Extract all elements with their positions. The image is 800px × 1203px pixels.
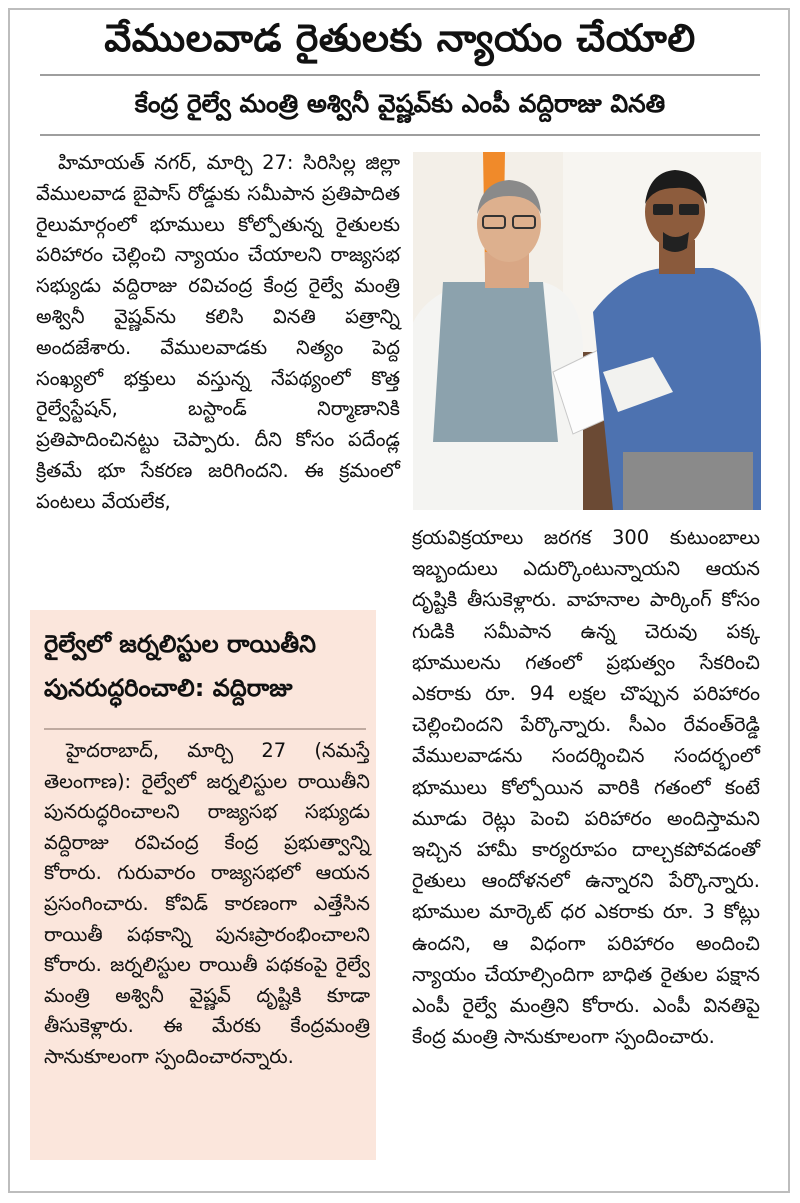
article-left-text: హిమాయత్ నగర్, మార్చి 27: సిరిసిల్ల జిల్లా వేములవాడ బైపాస్ రోడ్డుకు సమీపాన ప్రతిపాదిత రైలుమార్గంలో భూములు కోల్పోతున్న రైతులకు పరిహారం చెల్లించి న్యాయం చేయాలని రాజ్యసభ సభ్యుడు వద్దిరాజు రవిచంద్ర కేంద్ర రైల్వే మంత్రి అశ్వినీ వైష్ణవ్‌ను కలిసి వినతి పత్రాన్ని అందజేశారు. వేములవాడకు నిత్యం పెద్ద సంఖ్యలో భక్తులు వస్తున్న నేపథ్యంలో కొత్త రైల్వేస్టేషన్, బస్టాండ్ నిర్మాణానికి ప్రతిపాదించినట్టు చెప్పారు. దీని కోసం పదేండ్ల క్రితమే భూ సేకరణ జరిగిందని. ఈ క్రమంలో పంటలు వేయలేక,: [36, 151, 400, 513]
subheadline: కేంద్ర రైల్వే మంత్రి అశ్వినీ వైష్ణవ్‌కు ఎంపీ వద్దిరాజు వినతి: [134, 89, 666, 118]
sidebar-title: [44, 622, 370, 710]
sidebar-box: [30, 610, 376, 1160]
sidebar-body-text: హైదరాబాద్, మార్చి 27 (నమస్తే తెలంగాణ): రైల్వేలో జర్నలిస్టుల రాయితీని పునరుద్ధరించాలని రాజ్యసభ సభ్యుడు వద్దిరాజు రవిచంద్ర కేంద్ర ప్రభుత్వాన్ని కోరారు. గురువారం రాజ్యసభలో ఆయన ప్రసంగించారు. కోవిడ్ కారణంగా ఎత్తేసిన రాయితీ పథకాన్ని పునఃప్రారంభించాలని కోరారు. జర్నలిస్టుల రాయితీ పథకంపై రైల్వే మంత్రి అశ్వినీ వైష్ణవ్ దృష్టికి కూడా తీసుకెళ్లారు. ఈ మేరకు కేంద్రమంత్రి సానుకూలంగా స్పందించారన్నారు.: [44, 739, 370, 1068]
sidebar-title-line-2: పునరుద్ధరించాలి: వద్దిరాజు: [44, 674, 293, 702]
headline-rule: [40, 74, 760, 76]
headline: వేములవాడ రైతులకు న్యాయం చేయాలి: [104, 16, 696, 60]
article-right-text: క్రయవిక్రయాలు జరగక 300 కుటుంబాలు ఇబ్బందులు ఎదుర్కొంటున్నాయని ఆయన దృష్టికి తీసుకెళ్లారు. వాహనాల పార్కింగ్ కోసం గుడికి సమీపాన ఉన్న చెరువు పక్క భూములను గతంలో ప్రభుత్వం సేకరించి ఎకరాకు రూ. 94 లక్షల చొప్పున పరిహారం చెల్లించిందని పేర్కొన్నారు. సీఎం రేవంత్‌రెడ్డి వేములవాడను సందర్శించిన సందర్భంలో భూములు కోల్పోయిన వారికి గతంలో కంటే మూడు రెట్లు పెంచి పరిహారం అందిస్తామని ఇచ్చిన హామీ కార్యరూపం దాల్చకపోవడంతో రైతులు ఆందోళనలో ఉన్నారని పేర్కొన్నారు. భూముల మార్కెట్ ధర ఎకరాకు రూ. 3 కోట్లు ఉందని, ఆ విధంగా పరిహారం అందించి న్యాయం చేయాల్సిందిగా బాధిత రైతుల పక్షాన ఎంపీ రైల్వే మంత్రిని కోరారు. ఎంపీ వినతిపై కేంద్ర మంత్రి సానుకూలంగా స్పందించారు.: [412, 526, 760, 1049]
sidebar-body: [44, 736, 370, 1073]
article-right-column: [412, 522, 760, 1052]
article-left-column: [36, 148, 400, 518]
sidebar-title-line-1: రైల్వేలో జర్నలిస్టుల రాయితీని: [44, 630, 316, 658]
photo-illustration: [413, 152, 761, 510]
sidebar-rule: [44, 728, 366, 730]
subheadline-rule: [40, 134, 760, 136]
news-photo: [413, 152, 761, 510]
